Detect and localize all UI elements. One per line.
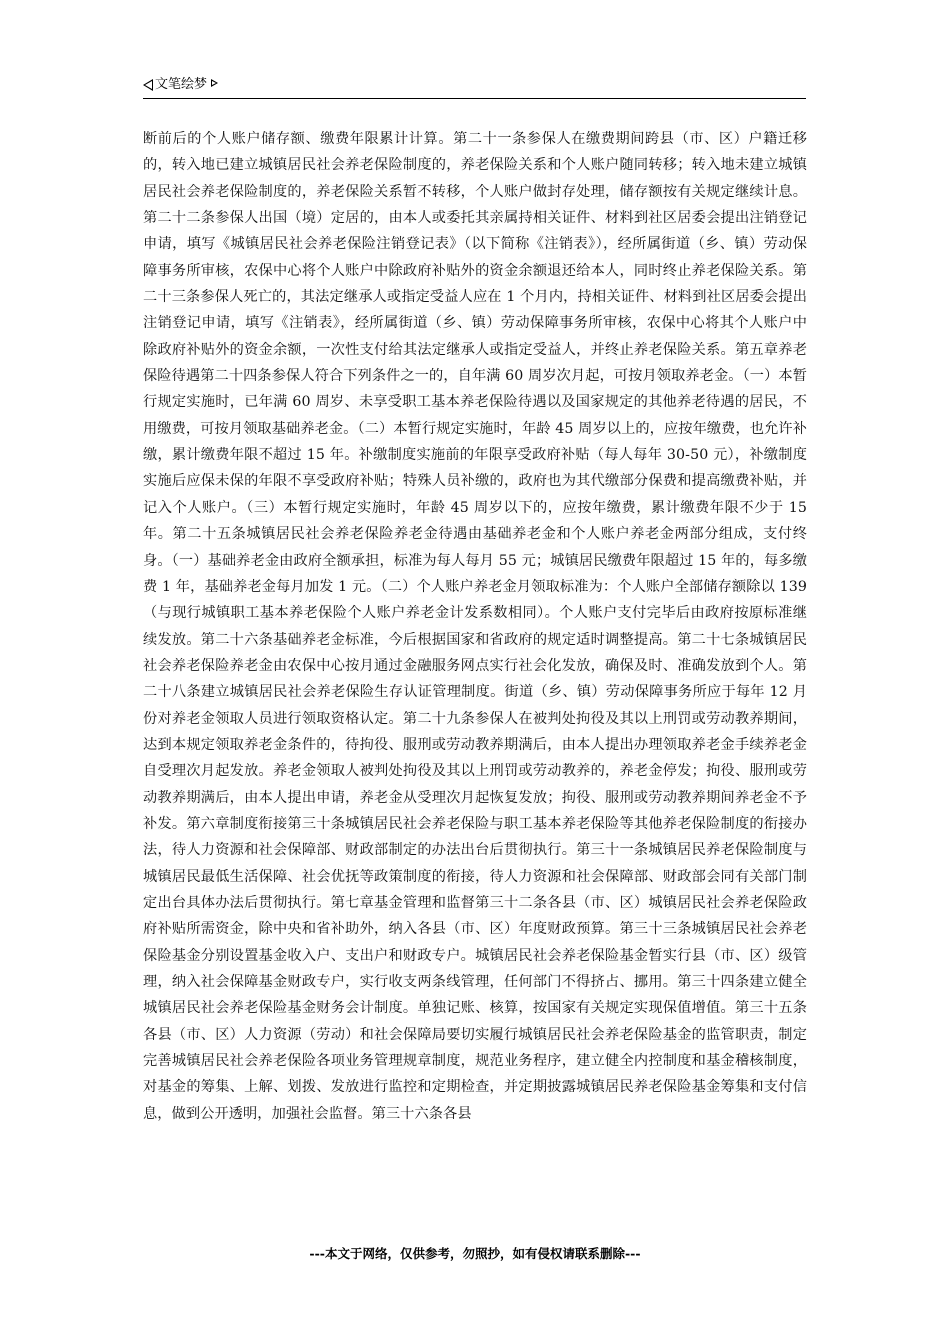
right-triangle-icon	[211, 79, 218, 87]
left-triangle-icon	[143, 79, 153, 91]
brand-logo	[143, 76, 218, 94]
brand-name: 文笔绘梦	[155, 77, 208, 92]
page-header	[143, 76, 806, 99]
document-body-text: 断前后的个人账户储存额、缴费年限累计计算。第二十一条参保人在缴费期间跨县（市、区）户籍迁移的，转入地已建立城镇居民社会养老保险制度的，养老保险关系和个人账户随同转移；转入地未建立城镇居民社会养老保险制度的，养老保险关系暂不转移，个人账户做封存处理，储存额按有关规定继续计息。第二十二条参保人出国（境）定居的，由本人或委托其亲属持相关证件、材料到社区居委会提出注销登记申请，填写《城镇居民社会养老保险注销登记表》（以下简称《注销表》），经所属街道（乡、镇）劳动保障事务所审核，农保中心将个人账户中除政府补贴外的资金余额退还给本人，同时终止养老保险关系。第二十三条参保人死亡的，其法定继承人或指定受益人应在 1 个月内，持相关证件、材料到社区居委会提出注销登记申请，填写《注销表》，经所属街道（乡、镇）劳动保障事务所审核，农保中心将其个人账户中除政府补贴外的资金余额，一次性支付给其法定继承人或指定受益人，并终止养老保险关系。第五章养老保险待遇第二十四条参保人符合下列条件之一的，自年满 60 周岁次月起，可按月领取养老金。（一）本暂行规定实施时，已年满 60 周岁、未享受职工基本养老保险待遇以及国家规定的其他养老待遇的居民，不用缴费，可按月领取基础养老金。（二）本暂行规定实施时，年龄 45 周岁以上的，应按年缴费，也允许补缴，累计缴费年限不超过 15 年。补缴制度实施前的年限享受政府补贴（每人每年 30-50 元），补缴制度实施后应保未保的年限不享受政府补贴；特殊人员补缴的，政府也为其代缴部分保费和提高缴费补贴，并记入个人账户。（三）本暂行规定实施时，年龄 45 周岁以下的，应按年缴费，累计缴费年限不少于 15 年。第二十五条城镇居民社会养老保险养老金待遇由基础养老金和个人账户养老金两部分组成，支付终身。（一）基础养老金由政府全额承担，标准为每人每月 55 元；城镇居民缴费年限超过 15 年的，每多缴费 1 年，基础养老金每月加发 1 元。（二）个人账户养老金月领取标准为：个人账户全部储存额除以 139（与现行城镇职工基本养老保险个人账户养老金计发系数相同）。个人账户支付完毕后由政府按原标准继续发放。第二十六条基础养老金标准，今后根据国家和省政府的规定适时调整提高。第二十七条城镇居民社会养老保险养老金由农保中心按月通过金融服务网点实行社会化发放，确保及时、准确发放到个人。第二十八条建立城镇居民社会养老保险生存认证管理制度。街道（乡、镇）劳动保障事务所应于每年 12 月份对养老金领取人员进行领取资格认定。第二十九条参保人在被判处拘役及其以上刑罚或劳动教养期间，达到本规定领取养老金条件的，待拘役、服刑或劳动教养期满后，由本人提出办理领取养老金手续养老金自受理次月起发放。养老金领取人被判处拘役及其以上刑罚或劳动教养的，养老金停发；拘役、服刑或劳动教养期满后，由本人提出申请，养老金从受理次月起恢复发放；拘役、服刑或劳动教养期间养老金不予补发。第六章制度衔接第三十条城镇居民社会养老保险与职工基本养老保险等其他养老保险制度的衔接办法，待人力资源和社会保障部、财政部制定的办法出台后贯彻执行。第三十一条城镇居民养老保险制度与城镇居民最低生活保障、社会优抚等政策制度的衔接，待人力资源和社会保障部、财政部会同有关部门制定出台具体办法后贯彻执行。第七章基金管理和监督第三十二条各县（市、区）城镇居民社会养老保险政府补贴所需资金，除中央和省补助外，纳入各县（市、区）年度财政预算。第三十三条城镇居民社会养老保险基金分别设置基金收入户、支出户和财政专户。城镇居民社会养老保险基金暂实行县（市、区）级管理，纳入社会保障基金财政专户，实行收支两条线管理，任何部门不得挤占、挪用。第三十四条建立健全城镇居民社会养老保险基金财务会计制度。单独记账、核算，按国家有关规定实现保值增值。第三十五条各县（市、区）人力资源（劳动）和社会保障局要切实履行城镇居民社会养老保险基金的监管职责，制定完善城镇居民社会养老保险各项业务管理规章制度，规范业务程序，建立健全内控制度和基金稽核制度，对基金的筹集、上解、划拨、发放进行监控和定期检查，并定期披露城镇居民养老保险基金筹集和支付信息，做到公开透明，加强社会监督。第三十六条各县	[143, 131, 807, 1122]
footer-notice: ---本文于网络，仅供参考，勿照抄，如有侵权请联系删除---	[309, 1246, 641, 1261]
